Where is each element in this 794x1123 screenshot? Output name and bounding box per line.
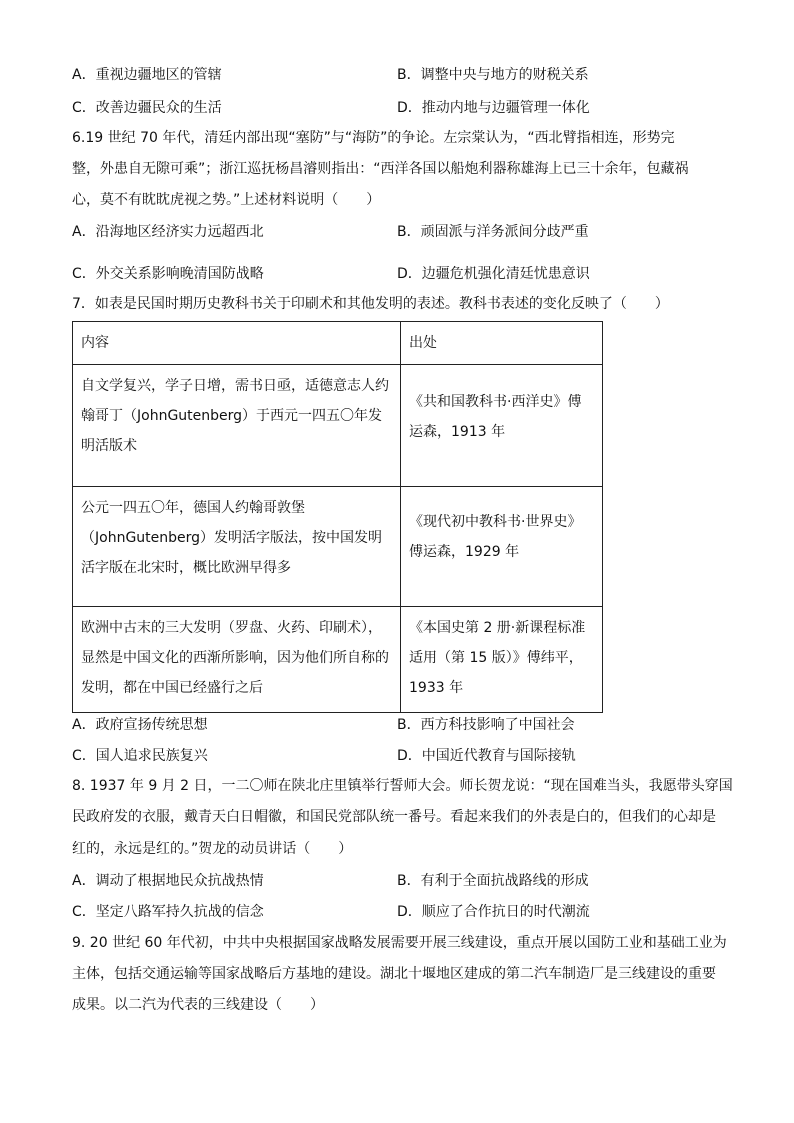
table-cell-source: 《本国史第 2 册·新课程标准适用（第 15 版）》傅纬平，1933 年 [401,607,603,713]
q6-option-b: B．顽固派与洋务派间分歧严重 [397,224,589,240]
table-header-row [73,322,603,365]
table-cell-source: 《现代初中教科书·世界史》傅运森，1929 年 [401,487,603,607]
q6-option-a: A．沿海地区经济实力远超西北 [72,224,264,240]
q8-options-row-cd [72,902,712,922]
q7-options-row-cd [72,746,712,766]
q6-options-row-cd [72,264,712,284]
table-cell-content: 自文学复兴，学子日增，需书日亟，适德意志人约翰哥丁（JohnGutenberg）于西元一四五〇年发明活版术 [73,365,401,487]
q7-stem: 7．如表是民国时期历史教科书关于印刷术和其他发明的表述。教科书表述的变化反映了（ ） [72,296,669,312]
table-row [73,365,603,487]
q8-stem-line-1: 8. 1937 年 9 月 2 日，一二〇师在陕北庄里镇举行誓师大会。师长贺龙说：“现在国难当头，我愿带头穿国 [72,778,733,794]
q9-stem-line-2: 主体，包括交通运输等国家战略后方基地的建设。湖北十堰地区建成的第二汽车制造厂是三线建设的重要 [72,966,716,982]
q9-stem-line-1: 9. 20 世纪 60 年代初，中共中央根据国家战略发展需要开展三线建设，重点开展以国防工业和基础工业为 [72,935,727,951]
q5-option-a: A．重视边疆地区的管辖 [72,67,222,83]
q6-options-row-ab [72,222,712,242]
q5-option-b: B．调整中央与地方的财税关系 [397,67,589,83]
q8-options-row-ab [72,871,712,891]
q5-option-d: D．推动内地与边疆管理一体化 [397,100,590,116]
q8-option-b: B．有利于全面抗战路线的形成 [397,873,589,889]
table-header-source: 出处 [401,322,603,365]
table-cell-content: 公元一四五〇年，德国人约翰哥敦堡（JohnGutenberg）发明活字版法，按中国发明活字版在北宋时，概比欧洲早得多 [73,487,401,607]
q7-option-c: C．国人追求民族复兴 [72,748,208,764]
q7-option-b: B．西方科技影响了中国社会 [397,717,575,733]
q5-options-row-ab [72,65,712,85]
q7-option-d: D．中国近代教育与国际接轨 [397,748,576,764]
q6-option-c: C．外交关系影响晚清国防战略 [72,266,264,282]
q9-stem-line-3: 成果。以二汽为代表的三线建设（ ） [72,997,324,1013]
q7-textbook-table [72,321,603,713]
table-cell-content: 欧洲中古末的三大发明（罗盘、火药、印刷术），显然是中国文化的西渐所影响，因为他们所自称的发明，都在中国已经盛行之后 [73,607,401,713]
table-header-content: 内容 [73,322,401,365]
q8-stem-line-2: 民政府发的衣服，戴青天白日帽徽，和国民党部队统一番号。看起来我们的外表是白的，但我们的心却是 [72,809,716,825]
table-row [73,607,603,713]
q5-option-c: C．改善边疆民众的生活 [72,100,222,116]
table-cell-source: 《共和国教科书·西洋史》傅运森，1913 年 [401,365,603,487]
q5-options-row-cd [72,98,712,118]
q6-stem-line-2: 整，外患自无隙可乘”；浙江巡抚杨昌濬则指出：“西洋各国以船炮利器称雄海上已三十余年，包藏祸 [72,161,689,177]
q8-option-d: D．顺应了合作抗日的时代潮流 [397,904,590,920]
q7-option-a: A．政府宣扬传统思想 [72,717,208,733]
q6-stem-line-1: 6.19 世纪 70 年代，清廷内部出现“塞防”与“海防”的争论。左宗棠认为，“西北臂指相连，形势完 [72,130,675,146]
q8-option-c: C．坚定八路军持久抗战的信念 [72,904,264,920]
q8-option-a: A．调动了根据地民众抗战热情 [72,873,264,889]
q6-option-d: D．边疆危机强化清廷忧患意识 [397,266,590,282]
q7-options-row-ab [72,715,712,735]
table-row [73,487,603,607]
q8-stem-line-3: 红的，永远是红的。”贺龙的动员讲话（ ） [72,841,353,857]
q6-stem-line-3: 心，莫不有眈眈虎视之势。”上述材料说明（ ） [72,192,381,208]
